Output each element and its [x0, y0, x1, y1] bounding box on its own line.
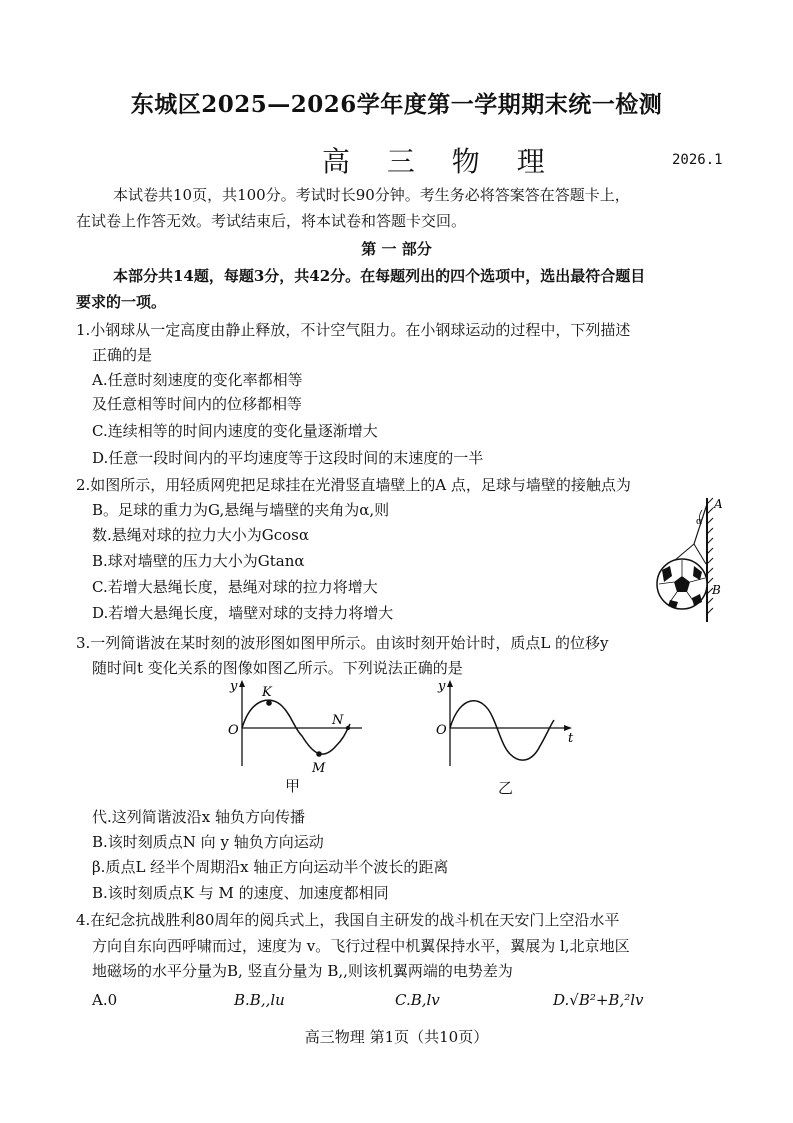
part-heading: 第 一 部分: [361, 240, 432, 258]
q2-option-b: B.球对墙壁的压力大小为Gtanα: [92, 552, 305, 570]
q1-option-a: A.任意时刻速度的变化率都相等: [92, 371, 303, 389]
intro-line-1: 本试卷共10页，共100分。考试时长90分钟。考生务必将答案答在答题卡上，: [113, 186, 630, 204]
q2-stem-1: 2.如图所示，用轻质网兜把足球挂在光滑竖直墙壁上的A 点，足球与墙壁的接触点为: [76, 476, 631, 494]
q2-option-a: 数.悬绳对球的拉力大小为Gcosα: [92, 526, 310, 544]
label-a: A: [714, 497, 723, 511]
vibration-curve: [450, 701, 554, 760]
label-t: t: [568, 731, 574, 746]
figure-a-caption: 甲: [285, 777, 301, 795]
q1-option-b: 及任意相等时间内的位移都相等: [92, 395, 303, 413]
q4-option-a: A.0: [92, 991, 118, 1009]
q2-option-d: D.若增大悬绳长度，墙壁对球的支持力将增大: [92, 604, 394, 622]
q1-option-d: D.任意一段时间内的平均速度等于这段时间的末速度的一半: [92, 449, 484, 467]
label-o: O: [228, 723, 239, 738]
q4-option-d: D.√B²+B,²lv: [553, 991, 644, 1009]
exam-date: 2026.1: [672, 152, 723, 168]
q2-stem-2: B。足球的重力为G,悬绳与墙壁的夹角为α,则: [92, 501, 390, 519]
part-instructions-2: 要求的一项。: [76, 293, 167, 311]
q4-option-c: C.B,lv: [395, 991, 440, 1009]
q2-option-c: C.若增大悬绳长度，悬绳对球的拉力将增大: [92, 578, 378, 596]
q4-stem-2: 方向自东向西呼啸而过，速度为 v。飞行过程中机翼保持水平，翼展为 l,北京地区: [92, 937, 630, 955]
label-y: y: [230, 679, 238, 694]
net-right: [694, 544, 706, 564]
subject-title: 高 三 物 理: [322, 145, 559, 178]
label-m: M: [312, 761, 326, 776]
q3-option-a: 代.这列简谐波沿x 轴负方向传播: [92, 808, 305, 826]
label-b: B: [712, 583, 721, 597]
point-m: [316, 751, 322, 757]
q4-stem-1: 4.在纪念抗战胜利80周年的阅兵式上，我国自主研发的战斗机在天安门上空沿水平: [76, 911, 620, 929]
q3-stem-1: 3.一列简谐波在某时刻的波形图如图甲所示。由该时刻开始计时，质点L 的位移y: [76, 634, 609, 652]
figure-b-caption: 乙: [498, 779, 514, 797]
point-k: [266, 700, 272, 706]
label-k: K: [262, 685, 272, 700]
q4-option-b: B.B,,lu: [234, 991, 285, 1009]
part-instructions-1: 本部分共14题，每题3分，共42分。在每题列出的四个选项中，选出最符合题目: [113, 267, 646, 285]
label-n: N: [332, 713, 344, 728]
label-y: y: [438, 679, 446, 694]
label-o: O: [436, 723, 447, 738]
q1-stem-1: 1.小钢球从一定高度由静止释放，不计空气阻力。在小钢球运动的过程中，下列描述: [76, 321, 631, 339]
exam-title: 东城区2025—2026学年度第一学期期末统一检测: [130, 91, 663, 118]
page-footer: 高三物理 第1页（共10页）: [304, 1028, 489, 1046]
q2-figure: [650, 494, 730, 624]
q4-stem-3: 地磁场的水平分量为B, 竖直分量为 B,,则该机翼两端的电势差为: [92, 962, 513, 980]
q3-stem-2: 随时间t 变化关系的图像如图乙所示。下列说法正确的是: [92, 659, 463, 677]
q3-option-d: B.该时刻质点K 与 M 的速度、加速度都相同: [92, 884, 389, 902]
q3-option-b: B.该时刻质点N 向 y 轴负方向运动: [92, 833, 324, 851]
q1-option-c: C.连续相等的时间内速度的变化量逐渐增大: [92, 422, 378, 440]
q1-stem-2: 正确的是: [92, 346, 153, 364]
point-n: [346, 726, 350, 730]
q3-option-c: β.质点L 经半个周期沿x 轴正方向运动半个波长的距离: [92, 858, 449, 876]
intro-line-2: 在试卷上作答无效。考试结束后，将本试卷和答题卡交回。: [76, 212, 467, 230]
label-alpha: α: [696, 517, 703, 527]
